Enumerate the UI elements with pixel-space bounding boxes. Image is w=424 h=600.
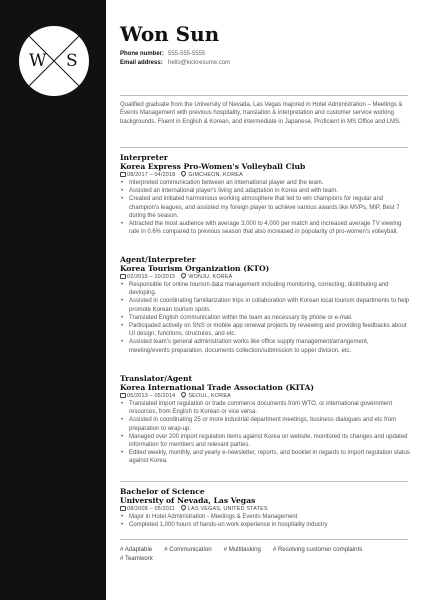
location-pin-icon: [180, 170, 187, 177]
sidebar: [0, 0, 106, 600]
job-dates: 02/2015 – 10/2015: [127, 274, 176, 280]
divider: [120, 147, 408, 148]
strength-tag: # Adaptable: [120, 546, 153, 553]
candidate-name: Won Sun: [120, 22, 220, 46]
education-entry: [120, 487, 410, 529]
phone-label: Phone number:: [120, 51, 165, 57]
job-title: Agent/Interpreter: [120, 255, 196, 264]
education-meta: [120, 505, 410, 513]
phone-value[interactable]: 555-555-5555: [168, 51, 206, 57]
calendar-icon: [120, 506, 126, 511]
strength-tag: # Communication: [164, 546, 212, 553]
job-company: Korea International Trade Association (KITA): [120, 383, 315, 392]
divider: [120, 95, 408, 96]
strengths-list: [120, 545, 410, 563]
list-item: • Created and initiated harmonious working atmosphere that led to win champions for regular and champion's leagues, and assisted my foreign player to achieve various awards like MVPs, MIP, Best 7 during the season.: [120, 195, 410, 220]
job-bullets: [120, 179, 410, 236]
monogram-logo: [19, 26, 89, 96]
job-meta: [120, 273, 410, 281]
list-item: • Assisted in coordinating familiarization trips in collaboration with Korean local tourism departments to help promote Korean tourism spots.: [120, 297, 410, 313]
job-company: Korea Tourism Organization (KTO): [120, 264, 270, 273]
job-entry-3: [120, 374, 410, 466]
list-item: • Assisted team's general administration works like office supply management/arrangement, meeting/events preparation, documents collection/submission to upper division, etc.: [120, 338, 410, 354]
list-item: • Responsible for online tourism data management including monitoring, correcting, distributing and devloping.: [120, 281, 410, 297]
email-value[interactable]: hello@kickresume.com: [168, 60, 231, 66]
job-entry-2: [120, 255, 410, 355]
calendar-icon: [120, 274, 126, 279]
education-bullets: [120, 513, 410, 529]
strength-tag: # Resolving customer complaints: [272, 546, 363, 553]
strength-tag: # Multitasking: [223, 546, 261, 553]
job-title: Interpreter: [120, 153, 168, 162]
job-location: GIMCHEON, KOREA: [188, 172, 243, 178]
job-company: Korea Express Pro-Women's Volleyball Club: [120, 162, 306, 171]
location-pin-icon: [180, 391, 187, 398]
list-item: • Managed over 200 import regulation items against Korea on website, monitored its changes and updated information for members and relevant parties.: [120, 433, 410, 449]
location-pin-icon: [180, 272, 187, 279]
list-item: • Participated actively on SNS or mobile app renewal projects by reviewing and providing feedbacks about UI design, functions, structures, and etc.: [120, 322, 410, 338]
list-item: • Translated English communication within the team as necessary by phone or e-mail.: [120, 314, 410, 322]
list-item: • Completed 1,000 hours of hands-on work experience in hospitality industry: [120, 521, 410, 529]
job-dates: 08/2017 – 04/2018: [127, 172, 176, 178]
education-location: LAS VEGAS, UNITED STATES: [187, 506, 268, 512]
calendar-icon: [120, 172, 126, 177]
contact-email: [120, 60, 230, 66]
location-pin-icon: [180, 504, 187, 511]
profile-summary: Qualified graduate from the University of Nevada, Las Vegas majored in Hotel Administration – Meetings & Events Management with previous hospitality, translation & interpretation and customer service working backgrounds. Fluent in English & Korean, and intermediate in Japanese. Proficient in MS Office and LMS.: [120, 102, 403, 125]
divider: [120, 539, 408, 540]
job-entry-1: [120, 153, 410, 236]
job-bullets: [120, 281, 410, 355]
list-item: • Major in Hotel Administration - Meetings & Events Management: [120, 513, 410, 521]
divider: [120, 481, 408, 482]
contact-phone: [120, 51, 205, 57]
list-item: • Interpreted communication between an international player and the team.: [120, 179, 410, 187]
monogram-right-letter: S: [66, 51, 78, 71]
education-degree: Bachelor of Science: [120, 487, 205, 496]
list-item: • Translated import regulation or trade commerce documents from WTO, or international government resources, from English to Korean or vice versa.: [120, 400, 410, 416]
job-location: WONJU, KOREA: [188, 274, 233, 280]
monogram-left-letter: W: [29, 51, 47, 71]
list-item: • Assisted an international player's living and adaptation in Korea and with team.: [120, 187, 410, 195]
list-item: • Edited weekly, monthly, and yearly e-newsletter, reports, and booklet in regards to import regulation status against Korea.: [120, 449, 410, 465]
job-location: SEOUL, KOREA: [188, 393, 231, 399]
job-meta: [120, 392, 410, 400]
email-label: Email address:: [120, 60, 163, 66]
list-item: • Attracted the most audience with average 3,000 to 4,000 per match and increased average TV viewing rate in 0.6% compared to previous season that also increased in popularity of pro-women's volleyball.: [120, 220, 410, 236]
job-bullets: [120, 400, 410, 466]
list-item: • Assisted in coordinating 25 or more industrial department meetings, business dialogues and etc from preparation to wrap-up.: [120, 416, 410, 432]
job-meta: [120, 171, 410, 179]
calendar-icon: [120, 393, 126, 398]
strength-tag: # Teamwork: [120, 555, 153, 562]
education-school: University of Nevada, Las Vegas: [120, 496, 256, 505]
job-dates: 05/2013 – 05/2014: [127, 393, 176, 399]
education-dates: 08/2008 – 05/2011: [127, 506, 175, 512]
job-title: Translator/Agent: [120, 374, 193, 383]
